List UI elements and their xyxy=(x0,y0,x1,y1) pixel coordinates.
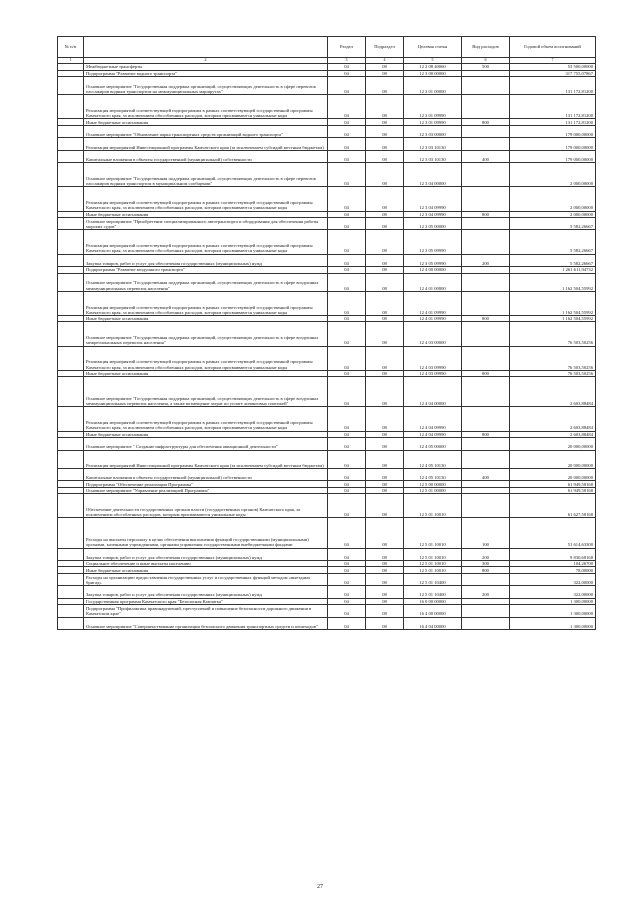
razdel-cell: 04 xyxy=(328,267,366,274)
amount-cell: 1 162 504,55992 xyxy=(510,315,596,322)
podrazdel-cell: 08 xyxy=(366,315,404,322)
podrazdel-cell: 08 xyxy=(366,322,404,346)
target-article-cell: 12 4 04 09990 xyxy=(404,407,462,431)
podrazdel-cell: 08 xyxy=(366,273,404,291)
amount-cell: 131 172,81200 xyxy=(510,119,596,126)
page-number: 27 xyxy=(317,884,323,890)
amount-cell: 1 162 504,55992 xyxy=(510,273,596,291)
target-article-cell: 12 4 01 09990 xyxy=(404,291,462,315)
podrazdel-cell: 08 xyxy=(366,346,404,370)
colnum-5: 5 xyxy=(404,58,462,64)
expense-type-cell xyxy=(462,407,510,431)
razdel-cell: 04 xyxy=(328,125,366,137)
name-cell: Иные бюджетные ассигнования xyxy=(84,119,328,126)
num-cell xyxy=(58,573,84,585)
amount-cell: 2 603,88484 xyxy=(510,407,596,431)
table-row xyxy=(58,95,596,119)
expense-type-cell: 200 xyxy=(462,586,510,598)
podrazdel-cell: 08 xyxy=(366,254,404,266)
razdel-cell: 04 xyxy=(328,273,366,291)
podrazdel-cell: 08 xyxy=(366,438,404,450)
podrazdel-cell: 08 xyxy=(366,605,404,617)
table-row xyxy=(58,346,596,370)
razdel-cell: 04 xyxy=(328,218,366,230)
amount-cell: 179 000,00000 xyxy=(510,125,596,137)
num-cell xyxy=(58,346,84,370)
expense-type-cell: 300 xyxy=(462,560,510,567)
razdel-cell: 04 xyxy=(328,163,366,187)
target-article-cell: 12 5 01 10010 xyxy=(404,518,462,548)
num-cell xyxy=(58,605,84,617)
razdel-cell: 04 xyxy=(328,77,366,95)
expense-type-cell xyxy=(462,617,510,629)
name-cell: Реализация мероприятий Инвестиционной программы Камчатского края (за исключением субсидий местным бюджетам) xyxy=(84,450,328,468)
colnum-4: 4 xyxy=(366,58,404,64)
podrazdel-cell: 08 xyxy=(366,163,404,187)
name-cell: Иные бюджетные ассигнования xyxy=(84,370,328,377)
table-row xyxy=(58,138,596,150)
name-cell: Закупка товаров, работ и услуг для обеспечения государственных (муниципальных) нужд xyxy=(84,586,328,598)
table-row xyxy=(58,586,596,598)
table-row xyxy=(58,254,596,266)
header-razdel: Раздел xyxy=(328,37,366,58)
name-cell: Реализация мероприятий Инвестиционной программы Камчатского края (за исключением субсидий местным бюджетам) xyxy=(84,138,328,150)
num-cell xyxy=(58,273,84,291)
amount-cell: 5 582,26667 xyxy=(510,254,596,266)
razdel-cell: 04 xyxy=(328,438,366,450)
target-article-cell: 12 3 03 00000 xyxy=(404,125,462,137)
razdel-cell: 04 xyxy=(328,605,366,617)
target-article-cell: 12 4 05 10130 xyxy=(404,468,462,480)
expense-type-cell: 800 xyxy=(462,119,510,126)
name-cell: Закупка товаров, работ и услуг для обеспечения государственных (муниципальных) нужд xyxy=(84,254,328,266)
podrazdel-cell: 08 xyxy=(366,230,404,254)
table-row xyxy=(58,150,596,162)
expense-type-cell xyxy=(462,218,510,230)
table-row xyxy=(58,125,596,137)
podrazdel-cell: 08 xyxy=(366,70,404,77)
table-row xyxy=(58,617,596,629)
name-cell: Основное мероприятие "Государственная поддержка организаций, осуществляющих деятельность в сфере воздушных межмуниципальных перевозок населения, а также возмещение затрат по уплате лизинговых платежей" xyxy=(84,377,328,407)
name-cell: Подпрограмма "Профилактика правонарушений, преступлений и повышение безопасности дорожного движения в Камчатском крае" xyxy=(84,605,328,617)
razdel-cell: 04 xyxy=(328,315,366,322)
target-article-cell: 12 4 04 09990 xyxy=(404,431,462,438)
budget-table xyxy=(57,36,596,630)
podrazdel-cell: 08 xyxy=(366,598,404,605)
num-cell xyxy=(58,230,84,254)
amount-cell: 131 172,81200 xyxy=(510,77,596,95)
amount-cell: 322,00000 xyxy=(510,586,596,598)
name-cell: Основное мероприятие "Государственная поддержка организаций, осуществляющих деятельность в сфере перевозок пассажиров водным транспортом на межмуниципальных маршрутах" xyxy=(84,77,328,95)
amount-cell: 20 000,00000 xyxy=(510,438,596,450)
amount-cell: 2 000,00000 xyxy=(510,187,596,211)
podrazdel-cell: 08 xyxy=(366,95,404,119)
table-header-row xyxy=(58,37,596,58)
num-cell xyxy=(58,163,84,187)
name-cell: Государственная программа Камчатского края "Безопасная Камчатка" xyxy=(84,598,328,605)
target-article-cell: 12 5 01 10010 xyxy=(404,548,462,560)
expense-type-cell: 400 xyxy=(462,150,510,162)
razdel-cell: 04 xyxy=(328,322,366,346)
amount-cell: 131 172,81200 xyxy=(510,95,596,119)
amount-cell: 179 000,00000 xyxy=(510,138,596,150)
name-cell: Основное мероприятие "Государственная поддержка организаций, осуществляющих деятельность в сфере воздушных межмуниципальных перевозок населения" xyxy=(84,273,328,291)
podrazdel-cell: 08 xyxy=(366,431,404,438)
amount-cell: 1 300,00000 xyxy=(510,605,596,617)
target-article-cell: 12 5 01 10400 xyxy=(404,573,462,585)
name-cell: Основное мероприятие "Приобретение специализированного автотранспорта и оборудования для обеспечения работы морских судов" xyxy=(84,218,328,230)
amount-cell: 2 603,88484 xyxy=(510,431,596,438)
podrazdel-cell: 08 xyxy=(366,150,404,162)
target-article-cell: 12 3 01 00000 xyxy=(404,77,462,95)
target-article-cell: 12 5 01 10400 xyxy=(404,586,462,598)
podrazdel-cell: 08 xyxy=(366,291,404,315)
num-cell xyxy=(58,254,84,266)
target-article-cell: 12 4 03 09990 xyxy=(404,346,462,370)
expense-type-cell: 100 xyxy=(462,518,510,548)
amount-cell: 76 503,50256 xyxy=(510,322,596,346)
podrazdel-cell: 08 xyxy=(366,573,404,585)
target-article-cell: 12 3 05 09990 xyxy=(404,230,462,254)
podrazdel-cell: 08 xyxy=(366,211,404,218)
podrazdel-cell: 08 xyxy=(366,187,404,211)
expense-type-cell: 800 xyxy=(462,315,510,322)
podrazdel-cell: 08 xyxy=(366,560,404,567)
amount-cell: 20 000,00000 xyxy=(510,468,596,480)
amount-cell: 2 000,00000 xyxy=(510,211,596,218)
razdel-cell: 04 xyxy=(328,119,366,126)
name-cell: Реализация мероприятий соответствующей подпрограммы в рамках соответствующей государственной программы Камчатского края, за исключением обособленных расходов, которым присваиваются уникальные коды xyxy=(84,291,328,315)
table-row xyxy=(58,273,596,291)
name-cell: Реализация мероприятий соответствующей подпрограммы в рамках соответствующей государственной программы Камчатского края, за исключением обособленных расходов, которым присваиваются уникальные коды xyxy=(84,407,328,431)
expense-type-cell xyxy=(462,450,510,468)
num-cell xyxy=(58,138,84,150)
razdel-cell: 04 xyxy=(328,138,366,150)
target-article-cell: 12 3 05 00000 xyxy=(404,218,462,230)
table-row xyxy=(58,518,596,548)
num-cell xyxy=(58,548,84,560)
razdel-cell: 04 xyxy=(328,70,366,77)
header-expense-type: Вид расходов xyxy=(462,37,510,58)
amount-cell: 2 000,00000 xyxy=(510,163,596,187)
podrazdel-cell: 08 xyxy=(366,370,404,377)
razdel-cell: 04 xyxy=(328,370,366,377)
podrazdel-cell: 08 xyxy=(366,468,404,480)
target-article-cell: 12 4 01 09990 xyxy=(404,315,462,322)
expense-type-cell: 500 xyxy=(462,64,510,71)
target-article-cell: 12 4 00 00000 xyxy=(404,267,462,274)
razdel-cell: 04 xyxy=(328,291,366,315)
name-cell: Реализация мероприятий соответствующей подпрограммы в рамках соответствующей государственной программы Камчатского края, за исключением обособленных расходов, которым присваиваются уникальные коды xyxy=(84,95,328,119)
amount-cell: 61 949,58168 xyxy=(510,481,596,488)
target-article-cell: 12 4 04 00000 xyxy=(404,377,462,407)
podrazdel-cell: 08 xyxy=(366,377,404,407)
podrazdel-cell: 08 xyxy=(366,407,404,431)
amount-cell: 322,00000 xyxy=(510,573,596,585)
target-article-cell: 12 3 03 10130 xyxy=(404,138,462,150)
colnum-6: 6 xyxy=(462,58,510,64)
num-cell xyxy=(58,322,84,346)
razdel-cell: 04 xyxy=(328,548,366,560)
razdel-cell: 04 xyxy=(328,487,366,494)
expense-type-cell xyxy=(462,291,510,315)
amount-cell: 179 000,00000 xyxy=(510,150,596,162)
table-row xyxy=(58,291,596,315)
razdel-cell: 04 xyxy=(328,598,366,605)
target-article-cell: 12 3 00 00000 xyxy=(404,70,462,77)
razdel-cell: 04 xyxy=(328,494,366,518)
expense-type-cell xyxy=(462,163,510,187)
amount-cell: 5 582,26667 xyxy=(510,230,596,254)
podrazdel-cell: 08 xyxy=(366,218,404,230)
num-cell xyxy=(58,77,84,95)
podrazdel-cell: 08 xyxy=(366,494,404,518)
target-article-cell: 12 3 04 00000 xyxy=(404,163,462,187)
podrazdel-cell: 08 xyxy=(366,518,404,548)
header-target-article: Целевая статья xyxy=(404,37,462,58)
num-cell xyxy=(58,291,84,315)
name-cell: Иные бюджетные ассигнования xyxy=(84,315,328,322)
podrazdel-cell: 08 xyxy=(366,64,404,71)
num-cell xyxy=(58,407,84,431)
table-row xyxy=(58,218,596,230)
amount-cell: 20 000,00000 xyxy=(510,450,596,468)
razdel-cell: 04 xyxy=(328,468,366,480)
table-row xyxy=(58,230,596,254)
num-cell xyxy=(58,125,84,137)
amount-cell: 76 503,50256 xyxy=(510,346,596,370)
amount-cell: 61 949,58168 xyxy=(510,487,596,494)
expense-type-cell xyxy=(462,125,510,137)
name-cell: Основное мероприятие "Государственная поддержка организаций, осуществляющих деятельность в сфере перевозок пассажиров водным транспортом в муниципальном сообщении" xyxy=(84,163,328,187)
target-article-cell: 12 2 08 40060 xyxy=(404,64,462,71)
amount-cell: 1 162 504,55992 xyxy=(510,291,596,315)
amount-cell: 78,00000 xyxy=(510,567,596,574)
target-article-cell: 12 3 01 09990 xyxy=(404,95,462,119)
expense-type-cell xyxy=(462,573,510,585)
razdel-cell: 04 xyxy=(328,150,366,162)
num-cell xyxy=(58,218,84,230)
header-name xyxy=(84,37,328,58)
num-cell xyxy=(58,150,84,162)
razdel-cell: 04 xyxy=(328,95,366,119)
header-num: № п/п xyxy=(58,37,84,58)
name-cell: Закупка товаров, работ и услуг для обеспечения государственных (муниципальных) нужд xyxy=(84,548,328,560)
table-row xyxy=(58,163,596,187)
razdel-cell: 04 xyxy=(328,407,366,431)
target-article-cell: 12 3 03 10130 xyxy=(404,150,462,162)
razdel-cell: 04 xyxy=(328,573,366,585)
target-article-cell: 12 5 00 00000 xyxy=(404,481,462,488)
table-row xyxy=(58,322,596,346)
target-article-cell: 16 0 00 00000 xyxy=(404,598,462,605)
amount-cell: 9 830,68168 xyxy=(510,548,596,560)
table-row xyxy=(58,407,596,431)
name-cell: Иные бюджетные ассигнования xyxy=(84,211,328,218)
expense-type-cell: 800 xyxy=(462,567,510,574)
podrazdel-cell: 08 xyxy=(366,77,404,95)
podrazdel-cell: 08 xyxy=(366,125,404,137)
expense-type-cell: 200 xyxy=(462,548,510,560)
razdel-cell: 04 xyxy=(328,254,366,266)
podrazdel-cell: 08 xyxy=(366,119,404,126)
podrazdel-cell: 08 xyxy=(366,450,404,468)
amount-cell: 61 627,58168 xyxy=(510,494,596,518)
podrazdel-cell: 08 xyxy=(366,487,404,494)
target-article-cell: 12 3 01 09990 xyxy=(404,119,462,126)
name-cell: Подпрограмма "Развитие водного транспорта" xyxy=(84,70,328,77)
razdel-cell: 04 xyxy=(328,187,366,211)
name-cell: Реализация мероприятий соответствующей подпрограммы в рамках соответствующей государственной программы Камчатского края, за исключением обособленных расходов, которым присваиваются уникальные коды xyxy=(84,346,328,370)
table-row xyxy=(58,77,596,95)
name-cell: Реализация мероприятий соответствующей подпрограммы в рамках соответствующей государственной программы Камчатского края, за исключением обособленных расходов, которым присваиваются уникальные коды xyxy=(84,230,328,254)
expense-type-cell xyxy=(462,187,510,211)
name-cell: Подпрограмма "Развитие воздушного транспорта" xyxy=(84,267,328,274)
table-body xyxy=(58,64,596,630)
amount-cell: 2 603,88484 xyxy=(510,377,596,407)
expense-type-cell: 800 xyxy=(462,211,510,218)
expense-type-cell xyxy=(462,230,510,254)
num-cell xyxy=(58,494,84,518)
colnum-7: 7 xyxy=(510,58,596,64)
expense-type-cell: 800 xyxy=(462,431,510,438)
razdel-cell: 04 xyxy=(328,377,366,407)
target-article-cell: 16 4 00 00000 xyxy=(404,605,462,617)
colnum-3: 3 xyxy=(328,58,366,64)
table-row xyxy=(58,438,596,450)
expense-type-cell xyxy=(462,346,510,370)
podrazdel-cell: 08 xyxy=(366,586,404,598)
header-podrazdel: Подраздел xyxy=(366,37,404,58)
amount-cell: 76 503,50256 xyxy=(510,370,596,377)
num-cell xyxy=(58,187,84,211)
name-cell: Основное мероприятие " Создание инфраструктуры для обеспечения авиационной деятельности" xyxy=(84,438,328,450)
num-cell xyxy=(58,438,84,450)
razdel-cell: 04 xyxy=(328,617,366,629)
num-cell xyxy=(58,377,84,407)
expense-type-cell: 400 xyxy=(462,468,510,480)
num-cell xyxy=(58,617,84,629)
table-row xyxy=(58,187,596,211)
target-article-cell: 12 3 05 09990 xyxy=(404,254,462,266)
razdel-cell: 04 xyxy=(328,560,366,567)
podrazdel-cell: 08 xyxy=(366,138,404,150)
razdel-cell: 04 xyxy=(328,518,366,548)
target-article-cell: 12 4 01 00000 xyxy=(404,273,462,291)
name-cell: Подпрограмма "Обеспечение реализации Программы" xyxy=(84,481,328,488)
num-cell xyxy=(58,586,84,598)
razdel-cell: 04 xyxy=(328,431,366,438)
name-cell: Расходы на организацию предоставления государственных услуг и государственных функций методом «выездных бригад» xyxy=(84,573,328,585)
target-article-cell: 12 3 04 09990 xyxy=(404,211,462,218)
amount-cell: 5 582,26667 xyxy=(510,218,596,230)
razdel-cell: 04 xyxy=(328,211,366,218)
expense-type-cell xyxy=(462,605,510,617)
expense-type-cell xyxy=(462,77,510,95)
target-article-cell: 12 4 03 00000 xyxy=(404,322,462,346)
name-cell: Основное мероприятие "Обновление парка транспортных средств организаций водного транспорта" xyxy=(84,125,328,137)
amount-cell: 1 300,00000 xyxy=(510,617,596,629)
razdel-cell: 04 xyxy=(328,567,366,574)
expense-type-cell xyxy=(462,322,510,346)
table-row xyxy=(58,605,596,617)
amount-cell: 1 261 611,94732 xyxy=(510,267,596,274)
name-cell: Социальное обеспечение и иные выплаты населению xyxy=(84,560,328,567)
name-cell: Межбюджетные трансферты xyxy=(84,64,328,71)
expense-type-cell: 800 xyxy=(462,370,510,377)
target-article-cell: 16 4 04 00000 xyxy=(404,617,462,629)
name-cell: Капитальные вложения в объекты государственной (муниципальной) собственности xyxy=(84,468,328,480)
expense-type-cell xyxy=(462,438,510,450)
razdel-cell: 04 xyxy=(328,481,366,488)
razdel-cell: 04 xyxy=(328,346,366,370)
table-row xyxy=(58,573,596,585)
target-article-cell: 12 5 01 00000 xyxy=(404,487,462,494)
expense-type-cell xyxy=(462,377,510,407)
target-article-cell: 12 4 05 00000 xyxy=(404,438,462,450)
expense-type-cell: 200 xyxy=(462,254,510,266)
num-cell xyxy=(58,468,84,480)
name-cell: Иные бюджетные ассигнования xyxy=(84,567,328,574)
target-article-cell: 12 4 03 09990 xyxy=(404,370,462,377)
amount-cell: 53 500,00000 xyxy=(510,64,596,71)
target-article-cell: 12 4 05 10130 xyxy=(404,450,462,468)
podrazdel-cell: 08 xyxy=(366,267,404,274)
name-cell: Основное мероприятие "Совершенствование организации безопасного движения транспортных средств и пешеходов" xyxy=(84,617,328,629)
podrazdel-cell: 08 xyxy=(366,548,404,560)
name-cell: Расходы на выплаты персоналу в целях обеспечения выполнения функций государственными (муниципальными) органами, казенными учреждениями, органами управления государственными внебюджетными фондами xyxy=(84,518,328,548)
table-row xyxy=(58,450,596,468)
amount-cell: 51 614,63300 xyxy=(510,518,596,548)
amount-cell: 317 755,07867 xyxy=(510,70,596,77)
razdel-cell: 04 xyxy=(328,586,366,598)
table-row xyxy=(58,548,596,560)
name-cell: Основное мероприятие "Управление реализацией Программы" xyxy=(84,487,328,494)
podrazdel-cell: 08 xyxy=(366,567,404,574)
target-article-cell: 12 5 01 10010 xyxy=(404,560,462,567)
expense-type-cell xyxy=(462,494,510,518)
name-cell: Иные бюджетные ассигнования xyxy=(84,431,328,438)
podrazdel-cell: 08 xyxy=(366,481,404,488)
expense-type-cell xyxy=(462,273,510,291)
table-row xyxy=(58,377,596,407)
expense-type-cell xyxy=(462,138,510,150)
colnum-2: 2 xyxy=(84,58,328,64)
expense-type-cell xyxy=(462,95,510,119)
target-article-cell: 12 3 04 09990 xyxy=(404,187,462,211)
target-article-cell: 12 5 01 10010 xyxy=(404,567,462,574)
colnum-1: 1 xyxy=(58,58,84,64)
razdel-cell: 04 xyxy=(328,450,366,468)
num-cell xyxy=(58,95,84,119)
podrazdel-cell: 08 xyxy=(366,617,404,629)
razdel-cell: 04 xyxy=(328,230,366,254)
num-cell xyxy=(58,518,84,548)
amount-cell: 104,26700 xyxy=(510,560,596,567)
num-cell xyxy=(58,450,84,468)
name-cell: Капитальные вложения в объекты государственной (муниципальной) собственности xyxy=(84,150,328,162)
razdel-cell: 04 xyxy=(328,64,366,71)
name-cell: Обеспечение деятельности государственных органов власти (государственных органов) Камчатского края, за исключением обособленных расходов, которым присваиваются уникальные коды xyxy=(84,494,328,518)
table-row xyxy=(58,494,596,518)
name-cell: Основное мероприятие "Государственная поддержка организаций, осуществляющих деятельность в сфере воздушных межрегиональных перевозок населения" xyxy=(84,322,328,346)
header-annual-amount: Годовой объем ассигнований xyxy=(510,37,596,58)
name-cell: Реализация мероприятий соответствующей подпрограммы в рамках соответствующей государственной программы Камчатского края, за исключением обособленных расходов, которым присваиваются уникальные коды xyxy=(84,187,328,211)
table-row xyxy=(58,468,596,480)
amount-cell: 1 300,00000 xyxy=(510,598,596,605)
target-article-cell: 12 5 01 10010 xyxy=(404,494,462,518)
